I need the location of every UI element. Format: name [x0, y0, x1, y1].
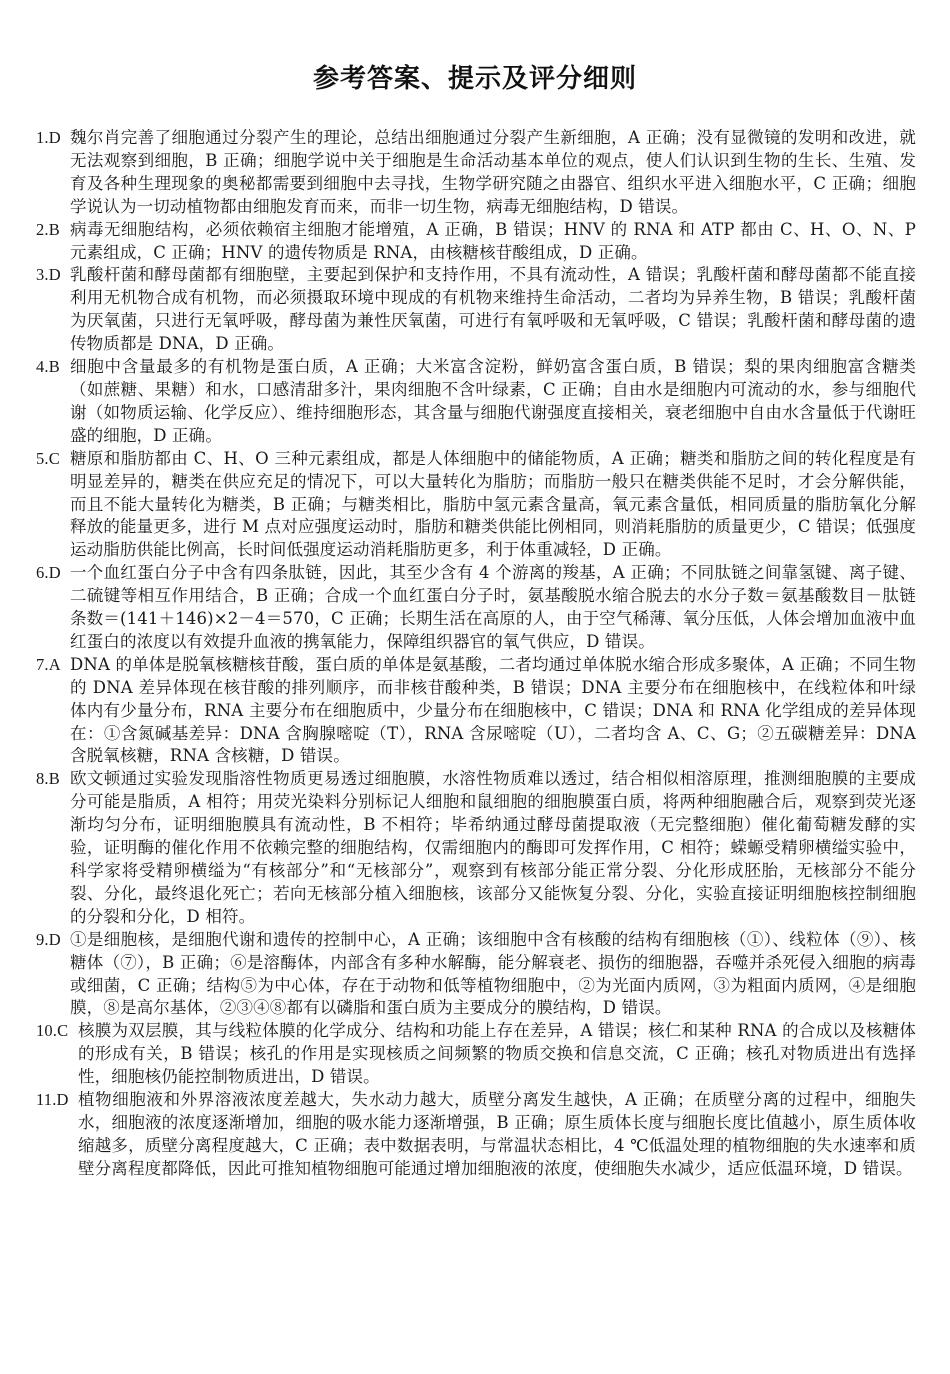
answer-number: 10. [36, 1021, 58, 1041]
answer-item [36, 127, 916, 219]
answer-number: 2. [36, 219, 49, 239]
answer-key: B [48, 769, 60, 789]
answer-item [36, 929, 916, 1021]
answer-key: A [48, 654, 61, 674]
answer-label [36, 127, 70, 150]
answer-label [36, 654, 70, 677]
answer-list [36, 127, 916, 1317]
answer-item [36, 356, 916, 448]
answer-key: D [48, 929, 61, 949]
answer-explanation: 糖原和脂肪都由 C、H、O 三种元素组成，都是人体细胞中的储能物质，A 正确；糖类和脂肪之间的转化程度是有明显差异的，糖类在供应充足的情况下，可以大量转化为脂肪；而脂肪一般只在糖类供能不足时，才会分解供能，而且不能大量转化为糖类，B 正确；与糖类相比，脂肪中氢元素含量高，氧元素含量低，相同质量的脂肪氧化分解释放的能量更多，进行 M 点对应强度运动时，脂肪和糖类供能比例相同，则消耗脂肪的质量更少，C 错误；低强度运动脂肪供能比例高，长时间低强度运动消耗脂肪更多，利于体重减轻，D 正确。 [70, 448, 916, 560]
answer-label [36, 929, 70, 952]
answer-key: B [48, 357, 60, 377]
answer-explanation: 魏尔肖完善了细胞通过分裂产生的理论，总结出细胞通过分裂产生新细胞，A 正确；没有显微镜的发明和改进，就无法观察到细胞，B 正确；细胞学说中关于细胞是生命活动基本单位的观点，使人们认识到生物的生长、生殖、发育及各种生理现象的奥秘都需要到细胞中去寻找，生物学研究随之由器官、组织水平进入细胞水平，C 正确；细胞学说认为一切动植物都由细胞发育而来，而非一切生物，病毒无细胞结构，D 错误。 [70, 128, 916, 216]
answer-key: C [48, 448, 60, 468]
answer-item [36, 219, 916, 265]
answer-item [36, 1020, 916, 1089]
answer-item [36, 264, 916, 356]
answer-label [36, 219, 70, 242]
answer-number: 5. [36, 448, 49, 468]
answer-item [36, 768, 916, 928]
answer-key: B [48, 219, 60, 239]
answer-number: 6. [36, 563, 49, 583]
answer-number: 11. [36, 1090, 57, 1110]
answer-number: 3. [36, 265, 49, 285]
answer-explanation: 细胞中含量最多的有机物是蛋白质，A 正确；大米富含淀粉，鲜奶富含蛋白质，B 错误；梨的果肉细胞富含糖类（如蔗糖、果糖）和水，口感清甜多汁，果肉细胞不含叶绿素，C 正确；自由水是细胞内可流动的水，参与细胞代谢（如物质运输、化学反应）、维持细胞形态，其含量与细胞代谢强度直接相关，衰老细胞中自由水含量低于代谢旺盛的细胞，D 正确。 [70, 357, 916, 445]
answer-item [36, 562, 916, 654]
answer-item [36, 448, 916, 563]
answer-item [36, 1089, 916, 1181]
answer-item [36, 654, 916, 769]
answer-explanation: ①是细胞核，是细胞代谢和遗传的控制中心，A 正确；该细胞中含有核酸的结构有细胞核（①）、线粒体（⑨）、核糖体（⑦），B 正确；⑥是溶酶体，内部含有多种水解酶，能分解衰老、损伤的细胞器，吞噬并杀死侵入细胞的病毒或细菌，C 正确；结构⑤为中心体，存在于动物和低等植物细胞中，②为光面内质网，③为粗面内质网，④是细胞膜，⑧是高尔基体，②③④⑧都有以磷脂和蛋白质为主要成分的膜结构，D 错误。 [70, 929, 916, 1018]
page-title: 参考答案、提示及评分细则 [312, 64, 637, 94]
answer-label [36, 356, 70, 379]
answer-key: D [56, 1090, 69, 1110]
answer-key: D [48, 563, 61, 583]
answer-key: C [57, 1021, 69, 1041]
answer-label [36, 562, 70, 585]
answer-number: 9. [36, 929, 49, 949]
answer-number: 4. [36, 357, 49, 377]
answer-number: 7. [36, 654, 49, 674]
answer-explanation: 一个血红蛋白分子中含有四条肽链，因此，其至少含有 4 个游离的羧基，A 正确；不同肽链之间靠氢键、离子键、二硫键等相互作用结合，B 正确；合成一个血红蛋白分子时，氨基酸脱水缩合脱去的水分子数＝氨基酸数目－肽链条数＝(141＋146)×2－4＝570，C 正确；长期生活在高原的人，由于空气稀薄、氧分压低，人体会增加血液中血红蛋白的浓度以有效提升血液的携氧能力，保障组织器官的氧气供应，D 错误。 [70, 563, 916, 651]
answer-key: D [48, 128, 61, 147]
answer-explanation: DNA 的单体是脱氧核糖核苷酸，蛋白质的单体是氨基酸，二者均通过单体脱水缩合形成多聚体，A 正确；不同生物的 DNA 差异体现在核苷酸的排列顺序，而非核苷酸种类，B 错误；DNA 主要分布在细胞核中，在线粒体和叶绿体内有少量分布，RNA 主要分布在细胞质中，少量分布在细胞核中，C 错误；DNA 和 RNA 化学组成的差异体现在：①含氮碱基差异：DNA 含胸腺嘧啶（T），RNA 含尿嘧啶（U），二者均含 A、C、G；②五碳糖差异：DNA 含脱氧核糖，RNA 含核糖，D 错误。 [70, 654, 916, 766]
answer-label [36, 448, 70, 471]
answer-number: 1. [36, 128, 49, 147]
answer-explanation: 核膜为双层膜，其与线粒体膜的化学成分、结构和功能上存在差异，A 错误；核仁和某种 RNA 的合成以及核糖体的形成有关，B 错误；核孔的作用是实现核质之间频繁的物质交换和信息交流，C 正确；核孔对物质进出有选择性，细胞核仍能控制物质进出，D 错误。 [78, 1021, 916, 1087]
answer-label [36, 1020, 78, 1043]
answer-explanation: 植物细胞液和外界溶液浓度差越大，失水动力越大，质壁分离发生越快，A 正确；在质壁分离的过程中，细胞失水，细胞液的浓度逐渐增加，细胞的吸水能力逐渐增强，B 正确；原生质体长度与细胞长度比值越小，原生质体收缩越多，质壁分离程度越大，C 正确；表中数据表明，与常温状态相比，4 ℃低温处理的植物细胞的失水速率和质壁分离程度都降低，因此可推知植物细胞可能通过增加细胞液的浓度，使细胞失水减少，适应低温环境，D 错误。 [78, 1090, 916, 1178]
answer-explanation: 乳酸杆菌和酵母菌都有细胞壁，主要起到保护和支持作用，不具有流动性，A 错误；乳酸杆菌和酵母菌都不能直接利用无机物合成有机物，而必须摄取环境中现成的有机物来维持生命活动，二者均为异养生物，B 错误；乳酸杆菌为厌氧菌，只进行无氧呼吸，酵母菌为兼性厌氧菌，可进行有氧呼吸和无氧呼吸，C 错误；乳酸杆菌和酵母菌的遗传物质都是 DNA，D 正确。 [70, 265, 916, 354]
answer-number: 8. [36, 769, 49, 789]
answer-label [36, 768, 70, 791]
answer-explanation: 病毒无细胞结构，必须依赖宿主细胞才能增殖，A 正确，B 错误；HNV 的 RNA 和 ATP 都由 C、H、O、N、P 元素组成，C 正确；HNV 的遗传物质是 RNA，由核糖核苷酸组成，D 正确。 [70, 219, 916, 262]
answer-key: D [48, 265, 61, 285]
answer-label [36, 1089, 78, 1112]
answer-label [36, 264, 70, 287]
answer-explanation: 欧文顿通过实验发现脂溶性物质更易透过细胞膜，水溶性物质难以透过，结合相似相溶原理，推测细胞膜的主要成分可能是脂质，A 相符；用荧光染料分别标记人细胞和鼠细胞的细胞膜蛋白质，将两种细胞融合后，观察到荧光逐渐均匀分布，证明细胞膜具有流动性，B 不相符；毕希纳通过酵母菌提取液（无完整细胞）催化葡萄糖发酵的实验，证明酶的催化作用不依赖完整的细胞结构，仅需细胞内的酶即可发挥作用，C 相符；蝾螈受精卵横缢实验中，科学家将受精卵横缢为“有核部分”和“无核部分”，观察到有核部分能正常分裂、分化形成胚胎，无核部分不能分裂、分化，最终退化死亡；若向无核部分植入细胞核，该部分又能恢复分裂、分化，实验直接证明细胞核控制细胞的分裂和分化，D 相符。 [70, 769, 916, 926]
